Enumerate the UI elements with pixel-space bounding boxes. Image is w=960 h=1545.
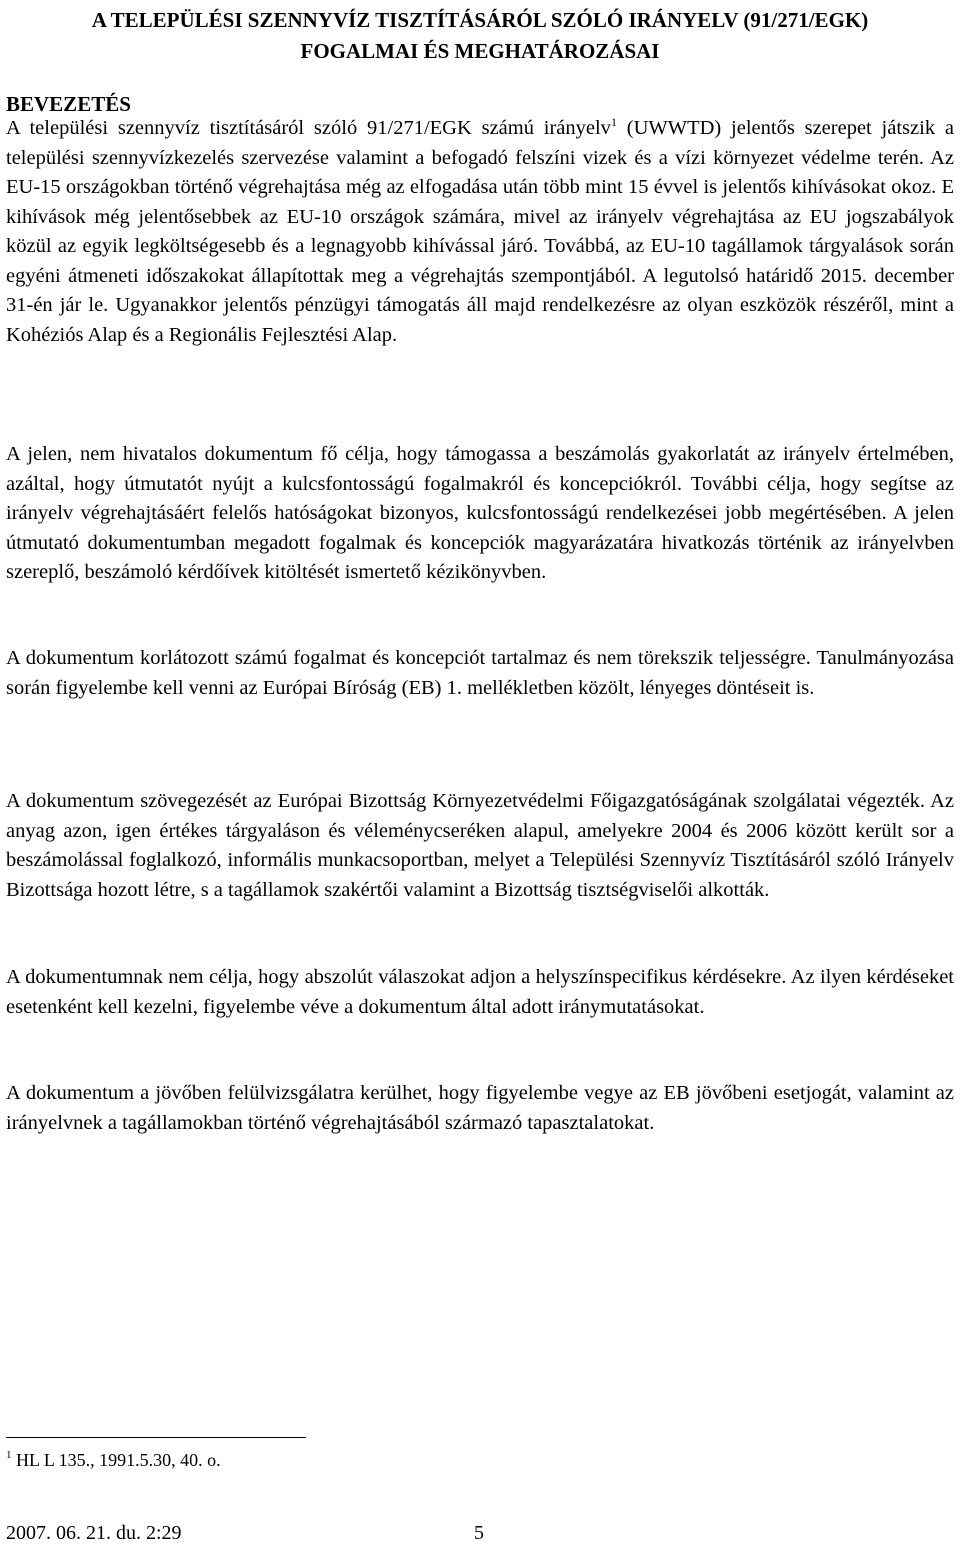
title-line-1: A TELEPÜLÉSI SZENNYVÍZ TISZTÍTÁSÁRÓL SZÓLÓ IRÁNYELV (91/271/EGK) <box>91 8 869 32</box>
paragraph-purpose: A jelen, nem hivatalos dokumentum fő célja, hogy támogassa a beszámolás gyakorlatát az irányelv értelmében, azáltal, hogy útmutatót nyújt a kulcsfontosságú fogalmakról és koncepciókról. További célja, hogy segítse az irányelv végrehajtásáért felelős hatóságokat bizonyos, kulcsfontosságú rendelkezései jobb megértésében. A jelen útmutató dokumentumban megadott fogalmak és koncepciók magyarázatára hivatkozás történik az irányelvben szereplő, beszámoló kérdőívek kitöltését ismertető kézikönyvben. <box>6 443 954 583</box>
paragraph-intro-rest: (UWWTD) jelentős szerepet játszik a települési szennyvízkezelés szervezése valamint a befogadó felszíni vizek és a vízi környezet védelme terén. Az EU-15 országokban történő végrehajtása még az elfogadása után több mint 15 évvel is jelentős kihívásokat okoz. E kihívások még jelentősebbek az EU-10 országok számára, mivel az irányelv végrehajtása az EU jogszabályok közül az egyik legköltségesebb és a legnagyobb kihívással járó. Továbbá, az EU-10 tagállamok tárgyalások során egyéni átmeneti időszakokat állapítottak meg a végrehajtás szempontjából. A legutolsó határidő 2015. december 31-én jár le. Ugyanakkor jelentős pénzügyi támogatás áll majd rendelkezésre az olyan eszközök részéről, mint a Kohéziós Alap és a Regionális Fejlesztési Alap. <box>6 117 954 346</box>
page-number: 5 <box>474 1522 484 1544</box>
paragraph-revision: A dokumentum a jövőben felülvizsgálatra kerülhet, hogy figyelembe vegye az EB jövőbeni esetjogát, valamint az irányelvnek a tagállamokban történő végrehajtásából származó tapasztalatokat. <box>6 1082 954 1134</box>
title-line-2: FOGALMAI ÉS MEGHATÁROZÁSAI <box>300 39 660 63</box>
section-heading: BEVEZETÉS <box>6 92 131 116</box>
document-title <box>0 5 960 67</box>
footer-date: 2007. 06. 21. du. 2:29 <box>6 1522 182 1544</box>
footnote <box>6 1447 221 1473</box>
paragraph-limitations: A dokumentumnak nem célja, hogy abszolút válaszokat adjon a helyszínspecifikus kérdésekre. Az ilyen kérdéseket esetenként kell kezelni, figyelembe véve a dokumentum által adott iránymutatásokat. <box>6 966 954 1018</box>
paragraph-intro-start: A települési szennyvíz tisztításáról szóló 91/271/EGK számú irányelv <box>6 117 611 139</box>
paragraph-scope: A dokumentum korlátozott számú fogalmat és koncepciót tartalmaz és nem törekszik teljességre. Tanulmányozása során figyelembe kell venni az Európai Bíróság (EB) 1. mellékletben közölt, lényeges döntéseit is. <box>6 647 954 699</box>
footnote-separator <box>6 1437 306 1438</box>
footnote-mark: 1 <box>6 1449 12 1461</box>
paragraph-intro <box>6 114 954 350</box>
paragraph-authorship: A dokumentum szövegezését az Európai Bizottság Környezetvédelmi Főigazgatóságának szolgálatai végezték. Az anyag azon, igen értékes tárgyaláson és véleménycseréken alapul, amelyekre 2004 és 2006 között került sor a beszámolással foglalkozó, informális munkacsoportban, melyet a Települési Szennyvíz Tisztításáról szóló Irányelv Bizottsága hozott létre, s a tagállamok szakértői valamint a Bizottság tisztségviselői alkották. <box>6 790 954 901</box>
footnote-reference: 1 <box>610 115 617 129</box>
footnote-text: HL L 135., 1991.5.30, 40. o. <box>11 1450 221 1470</box>
